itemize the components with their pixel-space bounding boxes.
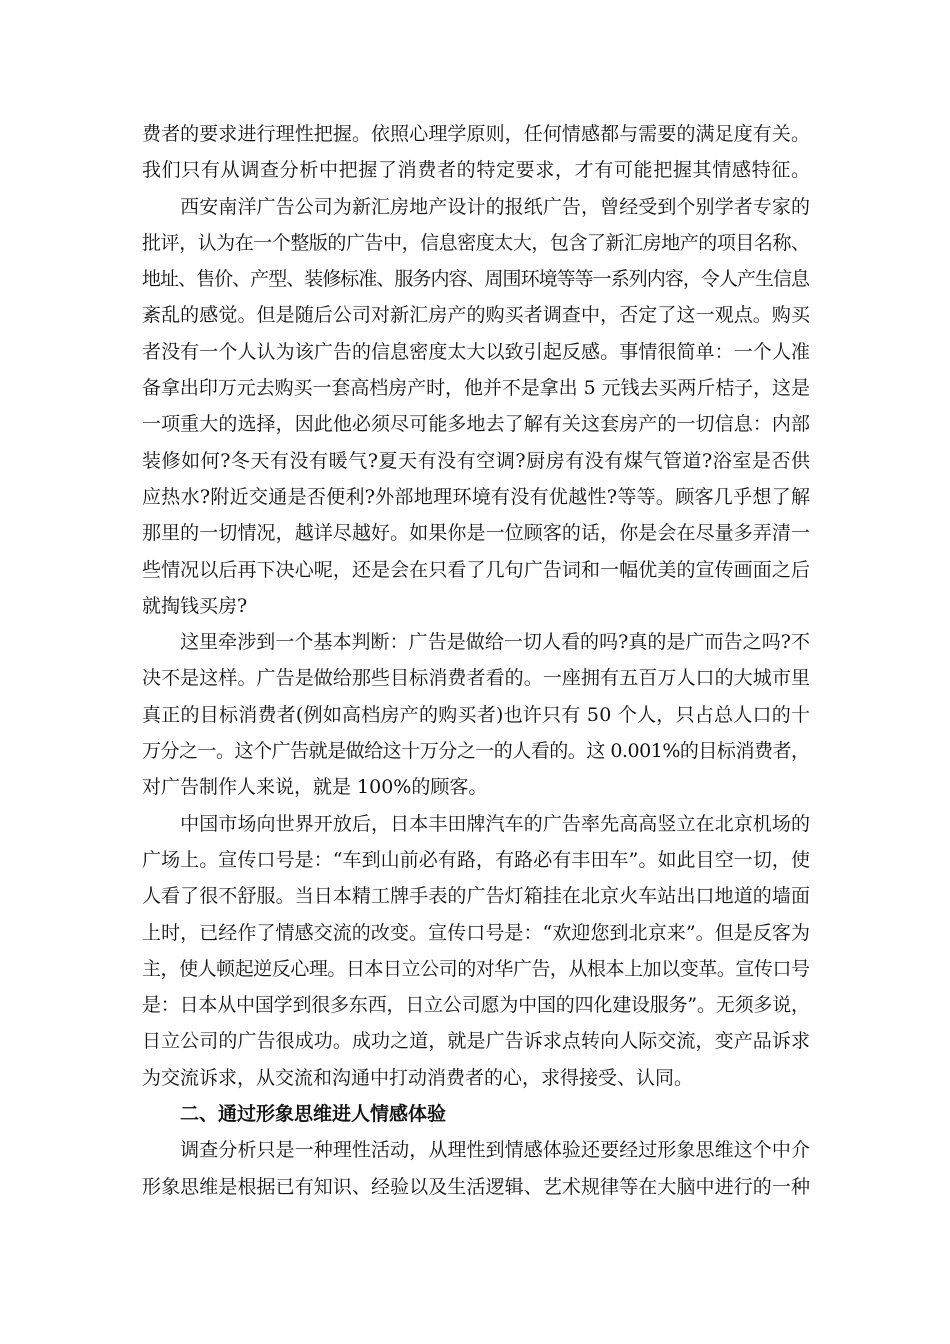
text-line: 紊乱的感觉。但是随后公司对新汇房产的购买者调查中，否定了这一观点。购买 bbox=[142, 304, 811, 327]
text-line: 些情况以后再下决心呢，还是会在只看了几句广告词和一幅优美的宣传画面之后 bbox=[142, 558, 811, 581]
text-line: 那里的一切情况，越详尽越好。如果你是一位顾客的话，你是会在尽量多弄清一 bbox=[142, 522, 811, 545]
text-line: 万分之一。这个广告就是做给这十万分之一的人看的。这 0.001%的目标消费者， bbox=[142, 740, 810, 763]
text-line: 者没有一个人认为该广告的信息密度太大以致引起反感。事情很简单：一个人准 bbox=[142, 340, 811, 363]
text-line: 装修如何?冬天有没有暖气?夏天有没有空调?厨房有没有煤气管道?浴室是否供 bbox=[142, 449, 811, 472]
text-line: 我们只有从调查分析中把握了消费者的特定要求，才有可能把握其情感特征。 bbox=[142, 159, 811, 182]
text-line: 一项重大的选择，因此他必须尽可能多地去了解有关这套房产的一切信息：内部 bbox=[142, 413, 811, 436]
text-line: 广场上。宣传口号是：“车到山前必有路，有路必有丰田车”。如此目空一切，使 bbox=[142, 848, 811, 871]
text-line: 应热水?附近交通是否便利?外部地理环境有没有优越性?等等。顾客几乎想了解 bbox=[142, 485, 811, 508]
text-line: 备拿出印万元去购买一套高档房产时，他并不是拿出 5 元钱去买两斤桔子，这是 bbox=[142, 377, 810, 400]
text-line: 主，使人顿起逆反心理。日本日立公司的对华广告，从根本上加以变革。宣传口号 bbox=[142, 957, 810, 980]
text-line: 是：日本从中国学到很多东西，日立公司愿为中国的四化建设服务”。无须多说， bbox=[142, 994, 810, 1017]
text-line: 日立公司的广告很成功。成功之道，就是广告诉求点转向人际交流，变产品诉求 bbox=[142, 1030, 811, 1053]
text-line: 人看了很不舒服。当日本精工牌手表的广告灯箱挂在北京火车站出口地道的墙面 bbox=[142, 885, 811, 908]
text-line: 真正的目标消费者(例如高档房产的购买者)也许只有 50 个人，只占总人口的十 bbox=[142, 703, 811, 726]
text-line: 为交流诉求，从交流和沟通中打动消费者的心，求得接受、认同。 bbox=[142, 1066, 694, 1089]
text-line: 就掏钱买房? bbox=[142, 594, 248, 617]
text-line: 西安南洋广告公司为新汇房地产设计的报纸广告，曾经受到个别学者专家的 bbox=[142, 195, 811, 218]
text-line: 调查分析只是一种理性活动，从理性到情感体验还要经过形象思维这个中介 bbox=[142, 1139, 811, 1162]
text-line: 形象思维是根据已有知识、经验以及生活逻辑、艺术规律等在大脑中进行的一种 bbox=[142, 1175, 811, 1198]
text-line: 决不是这样。广告是做给那些目标消费者看的。一座拥有五百万人口的大城市里 bbox=[142, 667, 811, 690]
text-line: 对广告制作人来说，就是 100%的顾客。 bbox=[142, 776, 488, 799]
text-line: 中国市场向世界开放后，日本丰田牌汽车的广告率先高高竖立在北京机场的 bbox=[142, 812, 811, 835]
text-line: 上时，已经作了情感交流的改变。宣传口号是：“欢迎您到北京来”。但是反客为 bbox=[142, 921, 811, 944]
text-line: 费者的要求进行理性把握。依照心理学原则，任何情感都与需要的满足度有关。 bbox=[142, 123, 811, 145]
text-line: 这里牵涉到一个基本判断：广告是做给一切人看的吗?真的是广而告之吗?不 bbox=[142, 631, 811, 654]
section-heading: 二、通过形象思维进人情感体验 bbox=[142, 1103, 447, 1126]
body-text bbox=[142, 116, 810, 1205]
text-line: 地址、售价、产型、装修标准、服务内容、周围环境等等一系列内容，令人产生信息 bbox=[142, 268, 810, 291]
text-line: 批评，认为在一个整版的广告中，信息密度太大，包含了新汇房地产的项目名称、 bbox=[142, 231, 810, 254]
